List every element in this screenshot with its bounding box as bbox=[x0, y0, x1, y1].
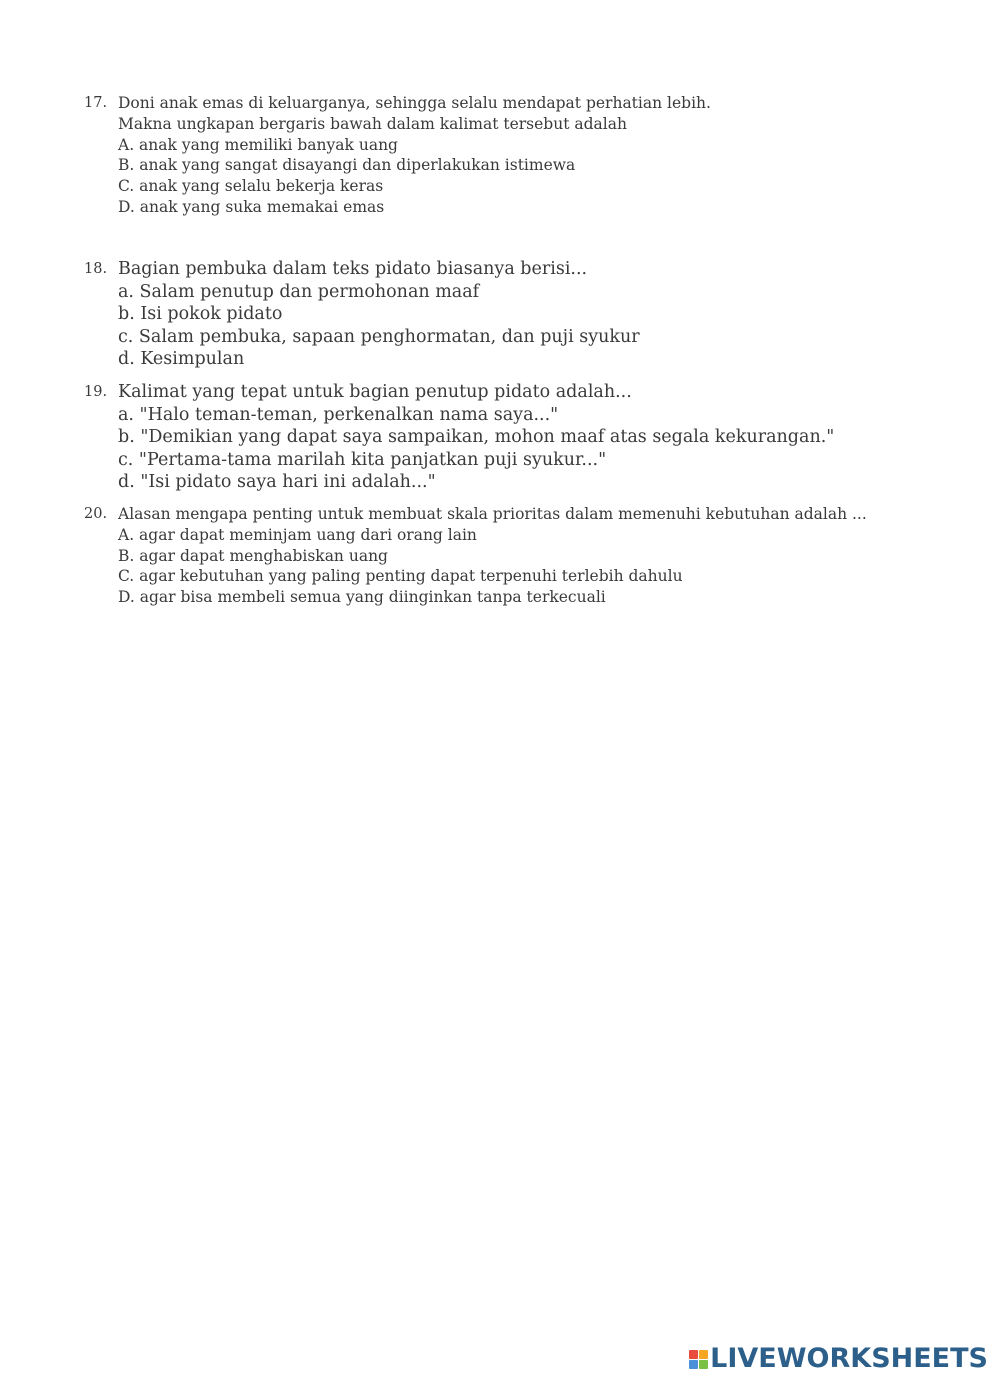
question-18 bbox=[84, 258, 964, 371]
logo-wordmark: LIVEWORKSHEETS bbox=[710, 1343, 988, 1374]
logo-square-v bbox=[689, 1360, 698, 1369]
question-text: Makna ungkapan bergaris bawah dalam kalimat tersebut adalah bbox=[118, 114, 627, 133]
answer-option-d[interactable]: d. "Isi pidato saya hari ini adalah..." bbox=[118, 472, 436, 492]
question-number: 18. bbox=[84, 261, 108, 277]
question-number: 17. bbox=[84, 95, 108, 111]
liveworksheets-logo-icon bbox=[689, 1350, 708, 1369]
answer-option-c[interactable]: c. "Pertama-tama marilah kita panjatkan puji syukur..." bbox=[118, 449, 607, 470]
question-20 bbox=[84, 504, 964, 608]
question-text: Doni anak emas di keluarganya, sehingga selalu mendapat perhatian lebih. bbox=[118, 94, 711, 112]
question-number: 19. bbox=[84, 384, 108, 400]
answer-option-d[interactable]: D. anak yang suka memakai emas bbox=[118, 197, 385, 216]
answer-option-a[interactable]: a. "Halo teman-teman, perkenalkan nama saya..." bbox=[118, 404, 559, 425]
answer-option-d[interactable]: d. Kesimpulan bbox=[118, 349, 245, 369]
question-number: 20. bbox=[84, 506, 108, 522]
question-17 bbox=[84, 93, 964, 218]
answer-option-a[interactable]: A. anak yang memiliki banyak uang bbox=[118, 135, 398, 154]
answer-option-b[interactable]: b. Isi pokok pidato bbox=[118, 304, 283, 324]
answer-option-b[interactable]: B. anak yang sangat disayangi dan diperlakukan istimewa bbox=[118, 156, 576, 175]
answer-option-c[interactable]: C. agar kebutuhan yang paling penting dapat terpenuhi terlebih dahulu bbox=[118, 567, 683, 586]
question-text: Kalimat yang tepat untuk bagian penutup pidato adalah... bbox=[118, 382, 632, 402]
answer-option-a[interactable]: a. Salam penutup dan permohonan maaf bbox=[118, 281, 480, 302]
logo-square-i bbox=[699, 1350, 708, 1359]
answer-option-c[interactable]: c. Salam pembuka, sapaan penghormatan, dan puji syukur bbox=[118, 326, 640, 347]
liveworksheets-logo[interactable] bbox=[689, 1345, 988, 1373]
question-text: Bagian pembuka dalam teks pidato biasanya berisi... bbox=[118, 259, 588, 279]
question-text: Alasan mengapa penting untuk membuat skala prioritas dalam memenuhi kebutuhan adalah ... bbox=[118, 505, 867, 523]
answer-option-b[interactable]: b. "Demikian yang dapat saya sampaikan, mohon maaf atas segala kekurangan." bbox=[118, 427, 835, 447]
answer-option-b[interactable]: B. agar dapat menghabiskan uang bbox=[118, 546, 388, 565]
question-19 bbox=[84, 381, 964, 494]
logo-square-e bbox=[699, 1360, 708, 1369]
answer-option-a[interactable]: A. agar dapat meminjam uang dari orang lain bbox=[118, 525, 477, 544]
answer-option-c[interactable]: C. anak yang selalu bekerja keras bbox=[118, 177, 384, 196]
answer-option-d[interactable]: D. agar bisa membeli semua yang diinginkan tanpa terkecuali bbox=[118, 588, 606, 607]
logo-square-l bbox=[689, 1350, 698, 1359]
